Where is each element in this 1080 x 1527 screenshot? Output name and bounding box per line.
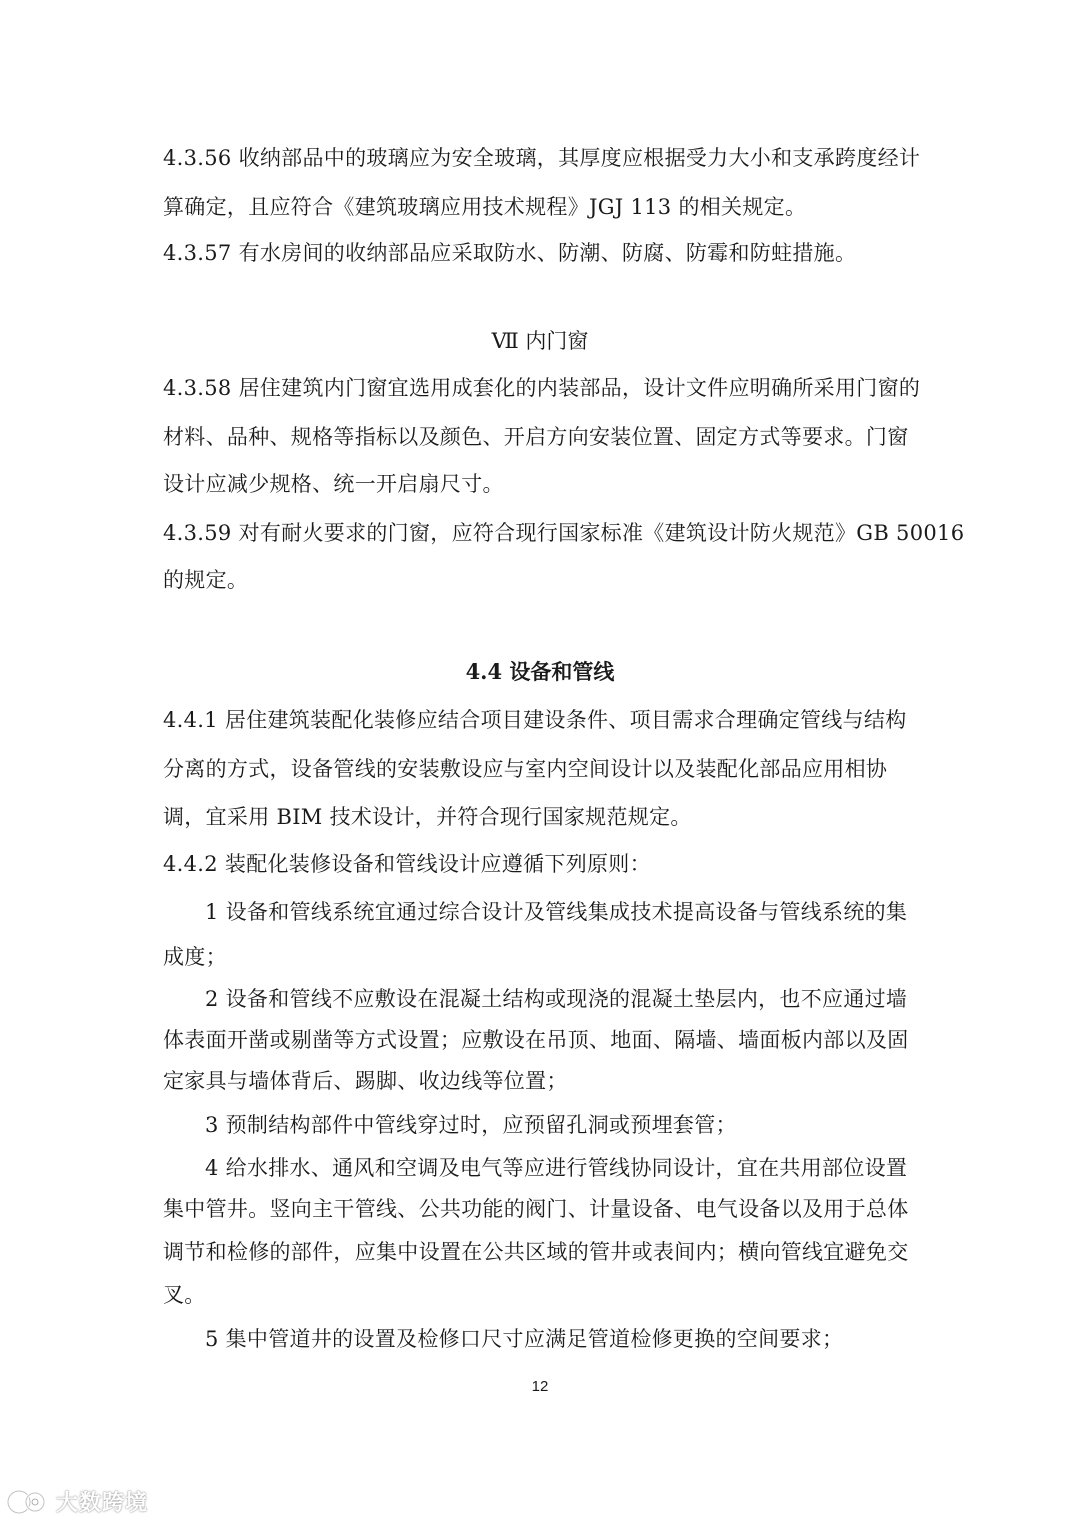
list-item-line: 调节和检修的部件，应集中设置在公共区域的管井或表间内；横向管线宜避免交 xyxy=(163,1240,909,1264)
page-number: 12 xyxy=(531,1378,549,1395)
paragraph-line: 4.3.58 居住建筑内门窗宜选用成套化的内装部品，设计文件应明确所采用门窗的 xyxy=(163,376,921,400)
list-item-line: 集中管井。竖向主干管线、公共功能的阀门、计量设备、电气设备以及用于总体 xyxy=(163,1197,909,1221)
paragraph-line: 4.4.1 居住建筑装配化装修应结合项目建设条件、项目需求合理确定管线与结构 xyxy=(163,708,907,732)
watermark-text: 大数跨境 xyxy=(56,1491,149,1516)
paragraph-line: 材料、品种、规格等指标以及颜色、开启方向安装位置、固定方式等要求。门窗 xyxy=(163,425,909,449)
paragraph-line: 的规定。 xyxy=(163,568,249,592)
list-item-line: 成度； xyxy=(163,945,227,969)
watermark xyxy=(6,1486,148,1517)
paragraph-line: 4.4.2 装配化装修设备和管线设计应遵循下列原则： xyxy=(163,852,651,876)
paragraph-line: 设计应减少规格、统一开启扇尺寸。 xyxy=(163,472,504,496)
paragraph-line: 4.3.56 收纳部品中的玻璃应为安全玻璃，其厚度应根据受力大小和支承跨度经计 xyxy=(163,146,921,170)
list-item-line: 叉。 xyxy=(163,1283,206,1307)
paragraph-line: 算确定，且应符合《建筑玻璃应用技术规程》JGJ 113 的相关规定。 xyxy=(163,195,807,219)
list-item-line: 5 集中管道井的设置及检修口尺寸应满足管道检修更换的空间要求； xyxy=(205,1327,844,1351)
paragraph-line: 4.3.59 对有耐火要求的门窗，应符合现行国家标准《建筑设计防火规范》GB 50016 xyxy=(163,521,965,545)
list-item-line: 定家具与墙体背后、踢脚、收边线等位置； xyxy=(163,1069,568,1093)
list-item-line: 1 设备和管线系统宜通过综合设计及管线集成技术提高设备与管线系统的集 xyxy=(205,900,908,924)
list-item-line: 体表面开凿或剔凿等方式设置；应敷设在吊顶、地面、隔墙、墙面板内部以及固 xyxy=(163,1028,909,1052)
paragraph-line: 分离的方式，设备管线的安装敷设应与室内空间设计以及装配化部品应用相协 xyxy=(163,757,888,781)
watermark-logo-icon xyxy=(6,1487,50,1517)
list-item-line: 3 预制结构部件中管线穿过时，应预留孔洞或预埋套管； xyxy=(205,1113,737,1137)
list-item-line: 2 设备和管线不应敷设在混凝土结构或现浇的混凝土垫层内，也不应通过墙 xyxy=(205,987,908,1011)
paragraph-line: 4.3.57 有水房间的收纳部品应采取防水、防潮、防腐、防霉和防蛀措施。 xyxy=(163,241,857,265)
paragraph-line: 调，宜采用 BIM 技术设计，并符合现行国家规范规定。 xyxy=(163,805,692,829)
section-heading: Ⅶ 内门窗 xyxy=(491,329,589,353)
list-item-line: 4 给水排水、通风和空调及电气等应进行管线协同设计，宜在共用部位设置 xyxy=(205,1156,908,1180)
chapter-heading: 4.4 设备和管线 xyxy=(465,659,615,684)
